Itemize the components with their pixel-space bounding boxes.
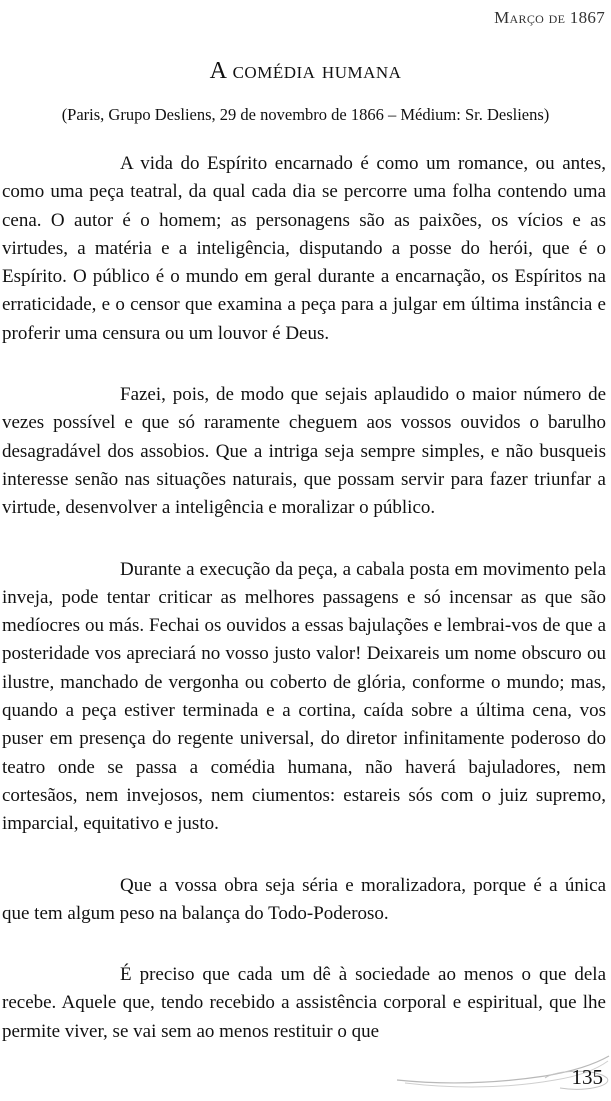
page-number: 135	[571, 1065, 603, 1089]
paragraph: A vida do Espírito encarnado é como um romance, ou antes, como uma peça teatral, da qual cada dia se percorre uma folha contendo uma cena. O autor é o homem; as personagens são as paixões, os vícios e as virtudes, a matéria e a inteligência, disputando a posse do herói, que é o Espírito. O público é o mundo em geral durante a encarnação, os Espíritos na erraticidade, e o censor que examina a peça para a julgar em última instância e proferir uma censura ou um louvor é Deus.	[2, 153, 606, 344]
article-title: A comédia humana	[209, 58, 402, 84]
paragraph: Durante a execução da peça, a cabala posta em movimento pela inveja, pode tentar criticar as melhores passagens e só incensar as que são medíocres ou más. Fechai os ouvidos a essas bajulações e lembrai-vos de que a posteridade vos apreciará no vosso justo valor! Deixareis um nome obscuro ou ilustre, manchado de vergonha ou coberto de glória, conforme o mundo; mas, quando a peça estiver terminada e a cortina, caída sobre a última cena, vos puser em presença do regente universal, do diretor infinitamente poderoso do teatro onde se passa a comédia humana, não haverá bajuladores, nem cortesãos, nem invejosos, nem ciumentos: estareis sós com o juiz supremo, imparcial, equitativo e justo.	[2, 558, 606, 835]
paragraph: Que a vossa obra seja séria e moralizadora, porque é a única que tem algum peso na balança do Todo-Poderoso.	[2, 874, 606, 924]
running-head: Março de 1867	[494, 8, 605, 27]
article-body	[2, 150, 606, 1046]
paragraph: Fazei, pois, de modo que sejais aplaudido o maior número de vezes possível e que só raramente cheguem aos vossos ouvidos o barulho desagradável dos assobios. Que a intriga seja sempre simples, e não busqueis interesse senão nas situações naturais, que possam servir para fazer triunfar a virtude, desenvolver a inteligência e moralizar o público.	[2, 384, 606, 519]
article-subtitle: (Paris, Grupo Desliens, 29 de novembro de 1866 – Médium: Sr. Desliens)	[61, 105, 550, 124]
paragraph: É preciso que cada um dê à sociedade ao menos o que dela recebe. Aquele que, tendo recebido a assistência corporal e espiritual, que lhe permite viver, se vai sem ao menos restituir o que	[2, 964, 606, 1042]
